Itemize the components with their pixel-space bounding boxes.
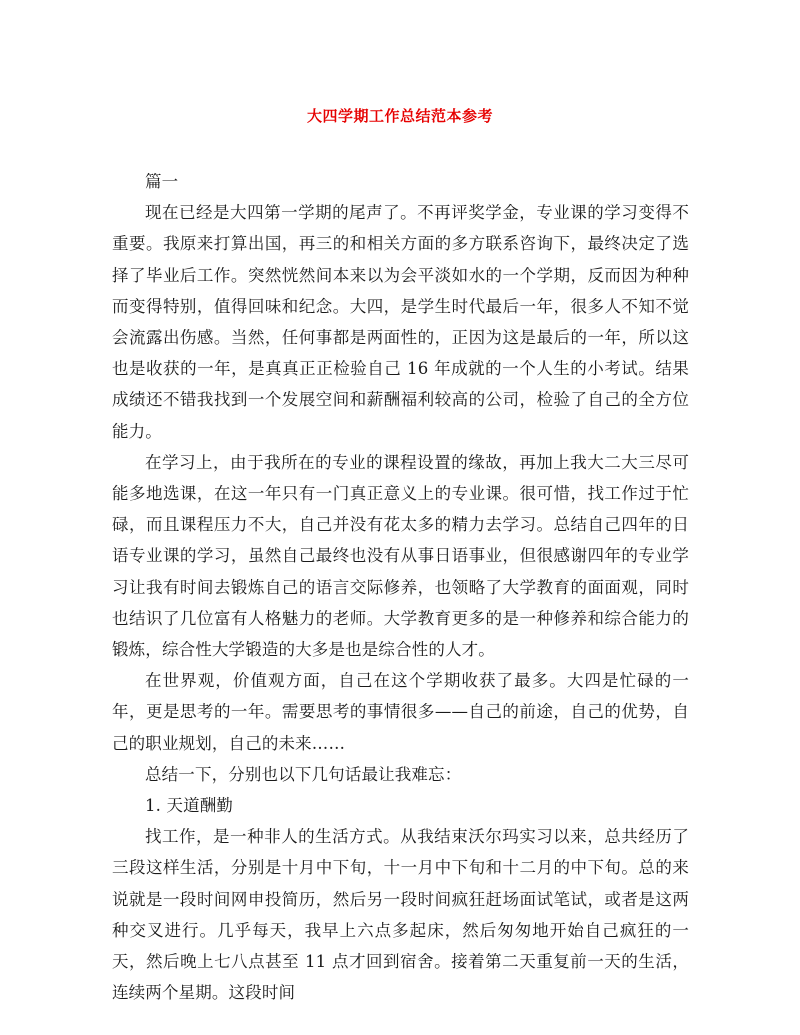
paragraph-intro: 现在已经是大四第一学期的尾声了。不再评奖学金，专业课的学习变得不重要。我原来打算出国，再三的和相关方面的多方联系咨询下，最终决定了选择了毕业后工作。突然恍然间本来以为会平淡如水的一个学期，反而因为种种而变得特别，值得回味和纪念。大四，是学生时代最后一年，很多人不知不觉会流露出伤感。当然，任何事都是两面性的，正因为这是最后的一年，所以这也是收获的一年，是真真正正检验自己 16 年成就的一个人生的小考试。结果成绩还不错我找到一个发展空间和薪酬福利较高的公司，检验了自己的全方位能力。	[112, 203, 689, 441]
document-body	[112, 166, 689, 1008]
list-heading-1: 1. 天道酬勤	[145, 796, 234, 816]
paragraph-study: 在学习上，由于我所在的专业的课程设置的缘故，再加上我大二大三尽可能多地选课，在这一年只有一门真正意义上的专业课。很可惜，找工作过于忙碌，而且课程压力不大，自己并没有花太多的精力去学习。总结自己四年的日语专业课的学习，虽然自己最终也没有从事日语事业，但很感谢四年的专业学习让我有时间去锻炼自己的语言交际修养，也领略了大学教育的面面观，同时也结识了几位富有人格魅力的老师。大学教育更多的是一种修养和综合能力的锻炼，综合性大学锻造的大多是也是综合性的人才。	[112, 452, 689, 660]
paragraph-worldview: 在世界观，价值观方面，自己在这个学期收获了最多。大四是忙碌的一年，更是思考的一年。需要思考的事情很多——自己的前途，自己的优势，自己的职业规划，自己的未来……	[112, 671, 689, 753]
paragraph-job-search: 找工作，是一种非人的生活方式。从我结束沃尔玛实习以来，总共经历了三段这样生活，分别是十月中下旬，十一月中下旬和十二月的中下旬。总的来说就是一段时间网申投简历，然后另一段时间疯狂赶场面试笔试，或者是这两种交叉进行。几乎每天，我早上六点多起床，然后匆匆地开始自己疯狂的一天，然后晚上七八点甚至 11 点才回到宿舍。接着第二天重复前一天的生活，连续两个星期。这段时间	[112, 827, 689, 1003]
document-title: 大四学期工作总结范本参考	[306, 107, 493, 125]
section-label: 篇一	[145, 172, 179, 191]
paragraph-summary-lead: 总结一下，分别也以下几句话最让我难忘：	[145, 764, 462, 784]
